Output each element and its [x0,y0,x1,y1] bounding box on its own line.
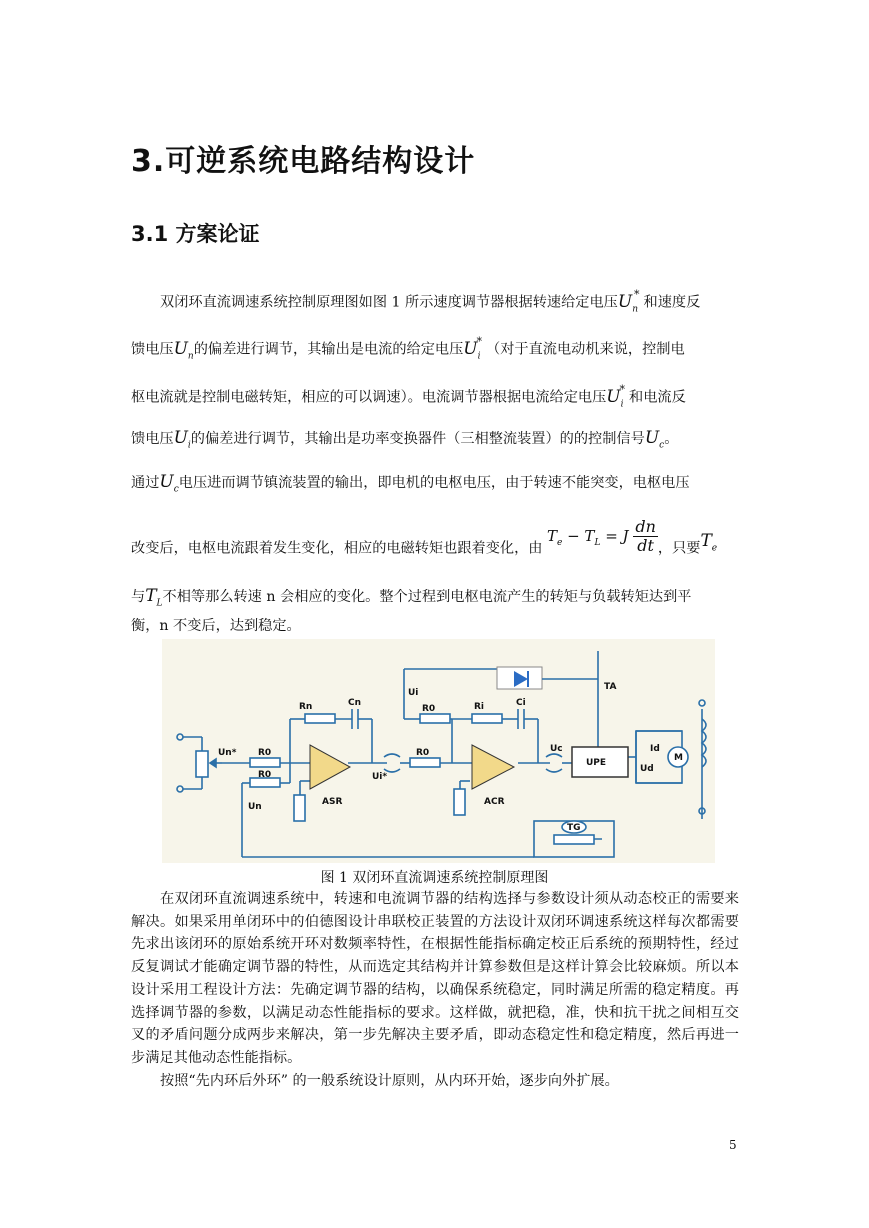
svg-text:Un: Un [248,802,262,812]
svg-text:Uc: Uc [550,744,563,754]
circuit-svg [162,639,715,863]
figure-caption: 图 1 双闭环直流调速系统控制原理图 [320,870,549,886]
svg-text:R0: R0 [422,704,436,714]
svg-text:Cn: Cn [348,698,362,708]
math-te: $T_e$ [700,530,718,553]
svg-text:Id: Id [650,744,660,754]
math-equation: $T_e - T_L = J$ $\frac{dn}{dt}$ [546,517,656,555]
svg-text:R0: R0 [258,748,272,758]
paragraph-3: 按照“先内环后外环” 的一般系统设计原则，从内环开始，逐步向外扩展。 [160,1073,619,1089]
math-un-star: $U_n^*$ [617,288,640,315]
math-ui-star: $U_i^*$ [463,335,482,362]
paragraph-line-7: 与$T_L$不相等那么转速 n 会相应的变化。整个过程到电枢电流产生的转矩与负载转矩达到平 [131,586,692,609]
paragraph-line-3: 枢电流就是控制电磁转矩，相应的可以调速）。电流调节器根据电流给定电压$U_i^*$和电流反 [131,383,686,410]
svg-text:Ri: Ri [474,702,485,712]
svg-text:R0: R0 [258,770,272,780]
subsection-heading: 3.1 方案论证 [131,222,260,246]
circuit-diagram [162,639,715,863]
paragraph-line-1: 双闭环直流调速系统控制原理图如图 1 所示速度调节器根据转速给定电压$U_n^*$和速度反 [160,288,701,315]
math-uc-2: $U_c$ [159,472,179,495]
svg-text:TA: TA [604,682,617,692]
math-ui: $U_i$ [173,428,191,451]
svg-text:M: M [674,753,683,763]
math-uc: $U_c$ [644,428,665,451]
paragraph-line-8: 衡，n 不变后，达到稳定。 [131,618,301,634]
svg-text:Un*: Un* [218,748,237,758]
math-un: $U_n$ [173,338,194,362]
paragraph-line-2: 馈电压$U_n$的偏差进行调节，其输出是电流的给定电压$U_i^*$（对于直流电动机来说，控制电 [131,335,685,362]
asr-opamp [310,745,350,789]
page-number: 5 [729,1138,737,1152]
svg-text:R0: R0 [416,748,430,758]
paragraph-line-4: 馈电压$U_i$的偏差进行调节，其输出是功率变换器件（三相整流装置）的的控制信号$U_c$。 [131,428,679,451]
acr-opamp [472,745,514,789]
svg-text:UPE: UPE [586,758,607,768]
section-heading: 3.可逆系统电路结构设计 [131,144,476,179]
svg-text:Ui: Ui [408,688,419,698]
paragraph-line-6: 改变后，电枢电流跟着发生变化，相应的电磁转矩也跟着变化，由 $T_e - T_L = J$ $\frac{dn}{dt}$ ，只要$T_e$ [131,517,718,557]
paragraph-2: 在双闭环直流调速系统中，转速和电流调节器的结构选择与参数设计须从动态校正的需要来解决。如果采用单闭环中的伯德图设计串联校正装置的方法设计双闭环调速系统这样每次都需要先求出该闭环的原始系统开环对数频率特性，在根据性能指标确定校正后系统的预期特性，经过反复调试才能确定调节器的特性，从而选定其结构并计算参数但是这样计算会比较麻烦。所以本设计采用工程设计方法：先确定调节器的结构，以确保系统稳定，同时满足所需的稳定精度。再选择调节器的参数，以满足动态性能指标的要求。这样做，就把稳，准，快和抗干扰之间相互交叉的矛盾问题分成两步来解决，第一步先解决主要矛盾，即动态稳定性和稳定精度，然后再进一步满足其他动态性能指标。 [131,891,739,1066]
svg-text:Ud: Ud [640,764,654,774]
svg-text:Rn: Rn [299,702,313,712]
math-tl: $T_L$ [145,586,163,609]
svg-text:ASR: ASR [322,797,343,807]
svg-text:TG: TG [567,823,581,833]
fraction-dn-dt: $\frac{dn}{dt}$ [635,517,656,555]
svg-text:ACR: ACR [484,797,505,807]
paragraph-line-5: 通过$U_c$电压进而调节镇流装置的输出，即电机的电枢电压，由于转速不能突变，电枢电压 [131,472,690,495]
svg-text:Ui*: Ui* [372,772,388,782]
math-ui-star-2: $U_i^*$ [606,383,625,410]
svg-text:Ci: Ci [516,698,526,708]
